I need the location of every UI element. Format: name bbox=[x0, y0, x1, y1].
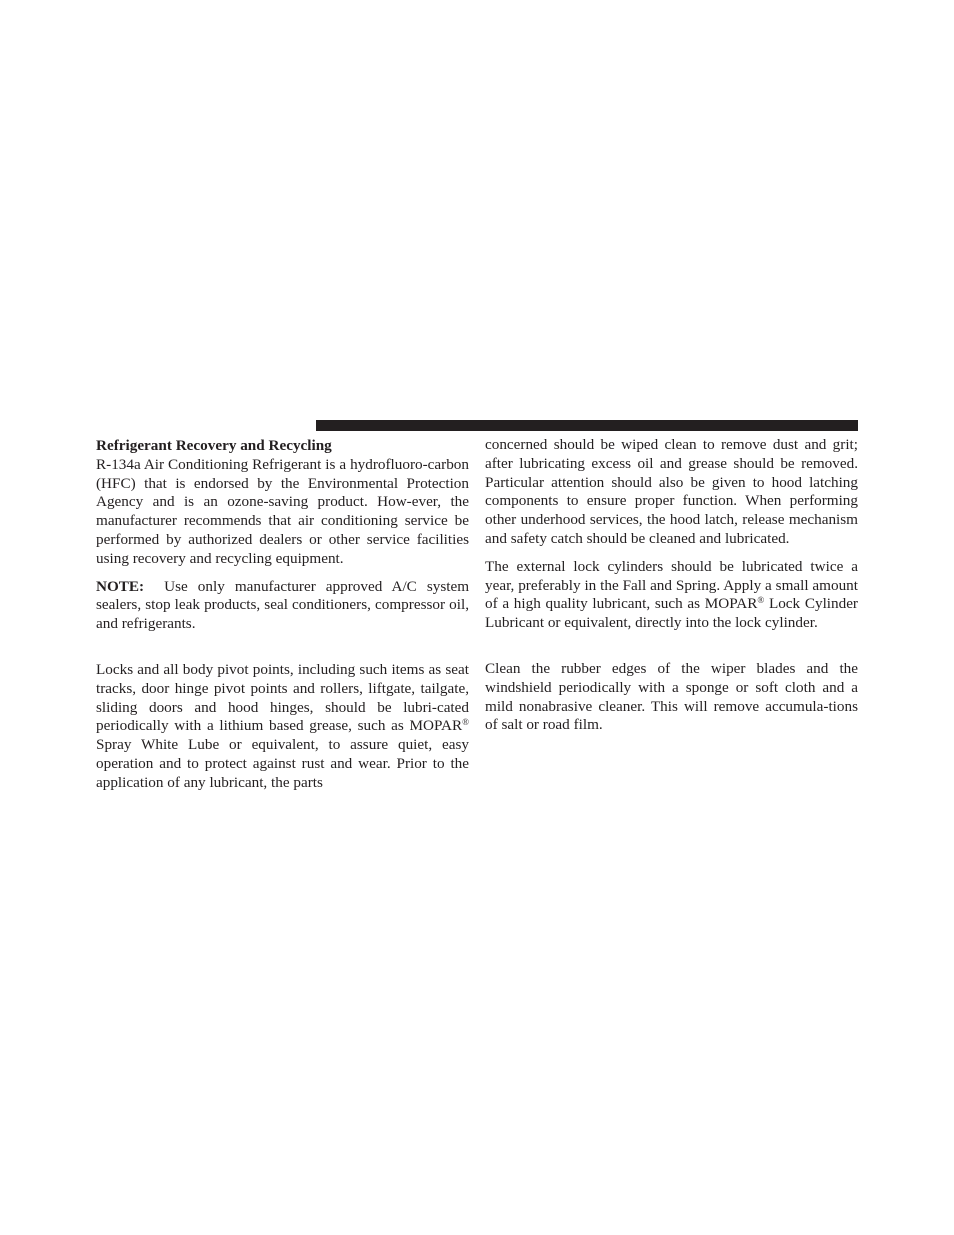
registered-mark: ® bbox=[462, 717, 469, 728]
left-column bbox=[96, 436, 469, 793]
lubrication-continued-paragraph: concerned should be wiped clean to remove dust and grit; after lubricating excess oil and grease should be removed. Particular attention should also be given to hood latching components to ensure proper function. When performing other underhood services, the hood latch, release mechanism and safety catch should be cleaned and lubricated. bbox=[485, 436, 858, 547]
registered-mark: ® bbox=[757, 595, 765, 606]
lubrication-text-start: Locks and all body pivot points, including such items as seat tracks, door hinge pivot points and rollers, liftgate, tailgate, sliding doors and hood hinges, should be lubri-cated periodically with a lithium based grease, such as MOPAR bbox=[96, 660, 469, 735]
note-text: Use only manufacturer approved A/C system sealers, stop leak products, seal conditioners, compressor oil, and refrigerants. bbox=[96, 577, 470, 633]
lubrication-text-end: Spray White Lube or equivalent, to assure quiet, easy operation and to protect against rust and wear. Prior to the application of any lubricant, the parts bbox=[96, 736, 469, 791]
lock-cylinder-paragraph bbox=[485, 558, 858, 633]
lock-cylinder-text-start: The external lock cylinders should be lubricated twice a year, preferably in the Fall and Spring. Apply a small amount of a high quality lubricant, such as MOPAR bbox=[485, 557, 858, 613]
section-heading: Refrigerant Recovery and Recycling bbox=[96, 437, 332, 454]
note-paragraph bbox=[96, 578, 469, 634]
refrigerant-paragraph: R-134a Air Conditioning Refrigerant is a hydrofluoro-carbon (HFC) that is endorsed by the Environmental Protection Agency and is an ozone-saving product. How-ever, the manufacturer recommends that air conditioning service be performed by authorized dealers or other service facilities using recovery and recycling equipment. bbox=[96, 455, 469, 567]
wiper-blade-paragraph: Clean the rubber edges of the wiper blades and the windshield periodically with a sponge or soft cloth and a mild nonabrasive cleaner. This will remove accumula-tions of salt or road film. bbox=[485, 659, 858, 734]
right-column bbox=[485, 436, 858, 735]
lock-cylinder-text-end: Lock Cylinder Lubricant or equivalent, directly into the lock cylinder. bbox=[485, 595, 858, 632]
section-header-bar bbox=[316, 420, 858, 431]
note-label: NOTE: bbox=[96, 577, 145, 595]
lubrication-paragraph bbox=[96, 661, 469, 793]
